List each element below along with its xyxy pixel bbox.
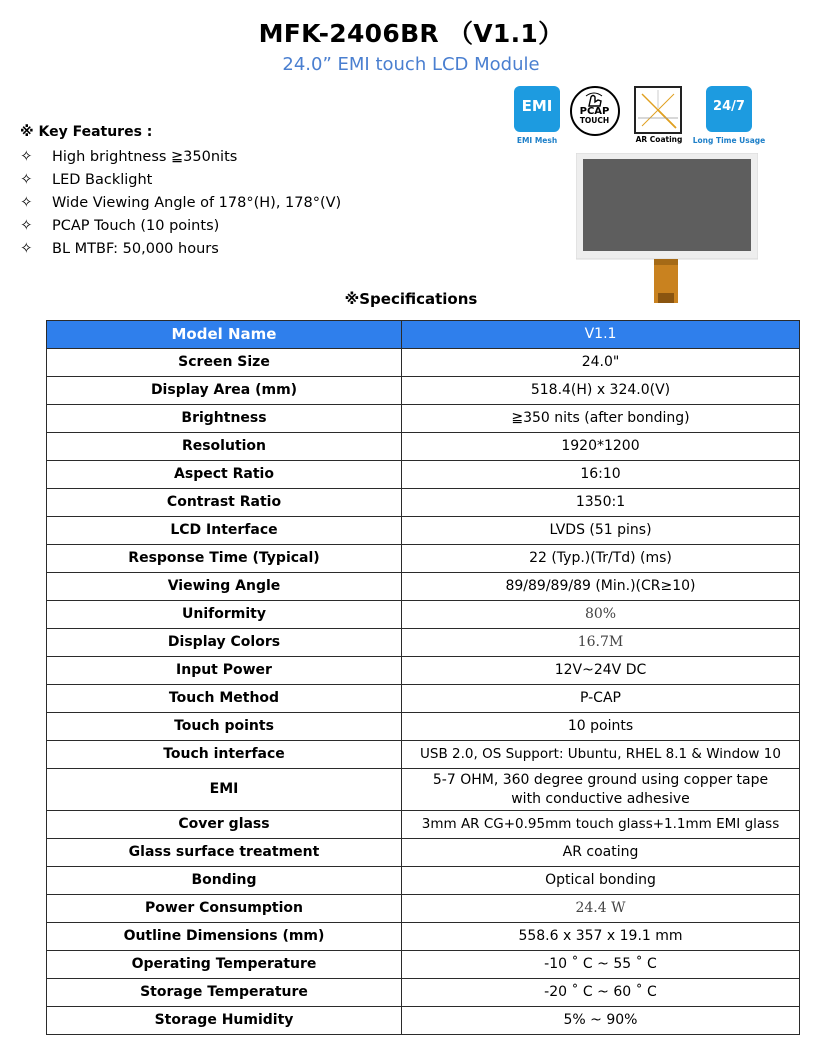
uptime-badge-label: Long Time Usage bbox=[692, 136, 766, 145]
spec-key: Storage Temperature bbox=[47, 979, 402, 1007]
table-row bbox=[47, 349, 800, 377]
spec-key: Glass surface treatment bbox=[47, 839, 402, 867]
spec-value: 3mm AR CG+0.95mm touch glass+1.1mm EMI glass bbox=[402, 811, 800, 839]
document-title: MFK-2406BR （V1.1） bbox=[258, 19, 564, 48]
emi-badge-label: EMI Mesh bbox=[516, 136, 558, 145]
spec-value: LVDS (51 pins) bbox=[402, 517, 800, 545]
sparkle-bullet-icon: ✧ bbox=[20, 170, 33, 188]
spec-value: -20 ˚ C ~ 60 ˚ C bbox=[402, 979, 800, 1007]
table-row bbox=[47, 1007, 800, 1035]
spec-value: Optical bonding bbox=[402, 867, 800, 895]
model-version-header: V1.1 bbox=[402, 321, 800, 349]
table-row bbox=[47, 811, 800, 839]
spec-key: Contrast Ratio bbox=[47, 489, 402, 517]
spec-value: 89/89/89/89 (Min.)(CR≥10) bbox=[402, 573, 800, 601]
pcap-badge-line2: TOUCH bbox=[579, 116, 610, 125]
spec-key: LCD Interface bbox=[47, 517, 402, 545]
table-row bbox=[47, 979, 800, 1007]
table-row bbox=[47, 489, 800, 517]
table-row bbox=[47, 405, 800, 433]
pcap-badge-text bbox=[572, 107, 617, 125]
table-row bbox=[47, 433, 800, 461]
table-row bbox=[47, 895, 800, 923]
emi-mesh-badge bbox=[514, 86, 560, 145]
spec-value: 24.0" bbox=[402, 349, 800, 377]
feature-item bbox=[20, 191, 500, 214]
table-row bbox=[47, 923, 800, 951]
feature-text: PCAP Touch (10 points) bbox=[52, 218, 220, 234]
table-row bbox=[47, 657, 800, 685]
spec-key: Operating Temperature bbox=[47, 951, 402, 979]
table-row bbox=[47, 713, 800, 741]
sparkle-bullet-icon: ✧ bbox=[20, 147, 33, 165]
spec-value: 518.4(H) x 324.0(V) bbox=[402, 377, 800, 405]
spec-key: Brightness bbox=[47, 405, 402, 433]
table-row bbox=[47, 769, 800, 811]
feature-text: Wide Viewing Angle of 178°(H), 178°(V) bbox=[52, 195, 342, 211]
feature-badges bbox=[510, 86, 770, 148]
spec-value: 80% bbox=[402, 601, 800, 629]
spec-key: Storage Humidity bbox=[47, 1007, 402, 1035]
spec-key: EMI bbox=[47, 769, 402, 811]
spec-key: Viewing Angle bbox=[47, 573, 402, 601]
lcd-module-illustration bbox=[576, 153, 758, 310]
key-features-heading: ※ Key Features : bbox=[20, 124, 153, 140]
long-time-usage-badge bbox=[692, 86, 766, 145]
uptime-badge-text: 24/7 bbox=[713, 99, 745, 114]
specifications-table bbox=[46, 320, 800, 1035]
table-row bbox=[47, 951, 800, 979]
table-row bbox=[47, 377, 800, 405]
spec-value: 5-7 OHM, 360 degree ground using copper tape with conductive adhesive bbox=[402, 769, 800, 811]
spec-key: Display Area (mm) bbox=[47, 377, 402, 405]
product-image bbox=[576, 153, 758, 310]
document-subtitle: 24.0” EMI touch LCD Module bbox=[282, 54, 540, 75]
spec-value: 16.7M bbox=[402, 629, 800, 657]
table-row bbox=[47, 629, 800, 657]
table-row bbox=[47, 867, 800, 895]
ar-badge-label: AR Coating bbox=[635, 135, 683, 144]
key-features bbox=[20, 121, 500, 260]
table-row bbox=[47, 839, 800, 867]
spec-key: Display Colors bbox=[47, 629, 402, 657]
spec-key: Input Power bbox=[47, 657, 402, 685]
spec-value: 10 points bbox=[402, 713, 800, 741]
spec-value: 24.4 W bbox=[402, 895, 800, 923]
table-row bbox=[47, 685, 800, 713]
spec-value: 1350:1 bbox=[402, 489, 800, 517]
spec-key: Power Consumption bbox=[47, 895, 402, 923]
spec-key: Resolution bbox=[47, 433, 402, 461]
spec-key: Screen Size bbox=[47, 349, 402, 377]
spec-key: Outline Dimensions (mm) bbox=[47, 923, 402, 951]
table-row bbox=[47, 517, 800, 545]
spec-key: Touch points bbox=[47, 713, 402, 741]
spec-key: Touch interface bbox=[47, 741, 402, 769]
spec-key: Touch Method bbox=[47, 685, 402, 713]
spec-value: ≧350 nits (after bonding) bbox=[402, 405, 800, 433]
feature-text: High brightness ≧350nits bbox=[52, 149, 238, 165]
spec-value: AR coating bbox=[402, 839, 800, 867]
ar-coating-badge bbox=[634, 86, 683, 144]
emi-badge-text: EMI bbox=[521, 97, 553, 115]
feature-text: LED Backlight bbox=[52, 172, 153, 188]
pcap-touch-badge bbox=[570, 86, 620, 136]
pcap-badge-line1: PCAP bbox=[579, 106, 610, 117]
feature-item bbox=[20, 237, 500, 260]
spec-key: Aspect Ratio bbox=[47, 461, 402, 489]
spec-value: 22 (Typ.)(Tr/Td) (ms) bbox=[402, 545, 800, 573]
spec-value: 558.6 x 357 x 19.1 mm bbox=[402, 923, 800, 951]
sparkle-bullet-icon: ✧ bbox=[20, 193, 33, 211]
feature-text: BL MTBF: 50,000 hours bbox=[52, 241, 219, 257]
spec-key: Bonding bbox=[47, 867, 402, 895]
table-row bbox=[47, 601, 800, 629]
spec-value: 5% ~ 90% bbox=[402, 1007, 800, 1035]
model-name-header: Model Name bbox=[47, 321, 402, 349]
spec-key: Cover glass bbox=[47, 811, 402, 839]
feature-item bbox=[20, 214, 500, 237]
spec-key: Response Time (Typical) bbox=[47, 545, 402, 573]
spec-value: P-CAP bbox=[402, 685, 800, 713]
spec-value: 1920*1200 bbox=[402, 433, 800, 461]
feature-item bbox=[20, 168, 500, 191]
spec-value: -10 ˚ C ~ 55 ˚ C bbox=[402, 951, 800, 979]
spec-key: Uniformity bbox=[47, 601, 402, 629]
sparkle-bullet-icon: ✧ bbox=[20, 239, 33, 257]
feature-item bbox=[20, 145, 500, 168]
table-row bbox=[47, 545, 800, 573]
ar-coating-icon bbox=[636, 88, 680, 132]
table-row bbox=[47, 461, 800, 489]
spec-value: USB 2.0, OS Support: Ubuntu, RHEL 8.1 & Window 10 bbox=[402, 741, 800, 769]
specifications-heading: ※Specifications bbox=[344, 290, 478, 308]
table-header-row bbox=[47, 321, 800, 349]
spec-value: 16:10 bbox=[402, 461, 800, 489]
sparkle-bullet-icon: ✧ bbox=[20, 216, 33, 234]
spec-value: 12V~24V DC bbox=[402, 657, 800, 685]
table-row bbox=[47, 573, 800, 601]
table-row bbox=[47, 741, 800, 769]
